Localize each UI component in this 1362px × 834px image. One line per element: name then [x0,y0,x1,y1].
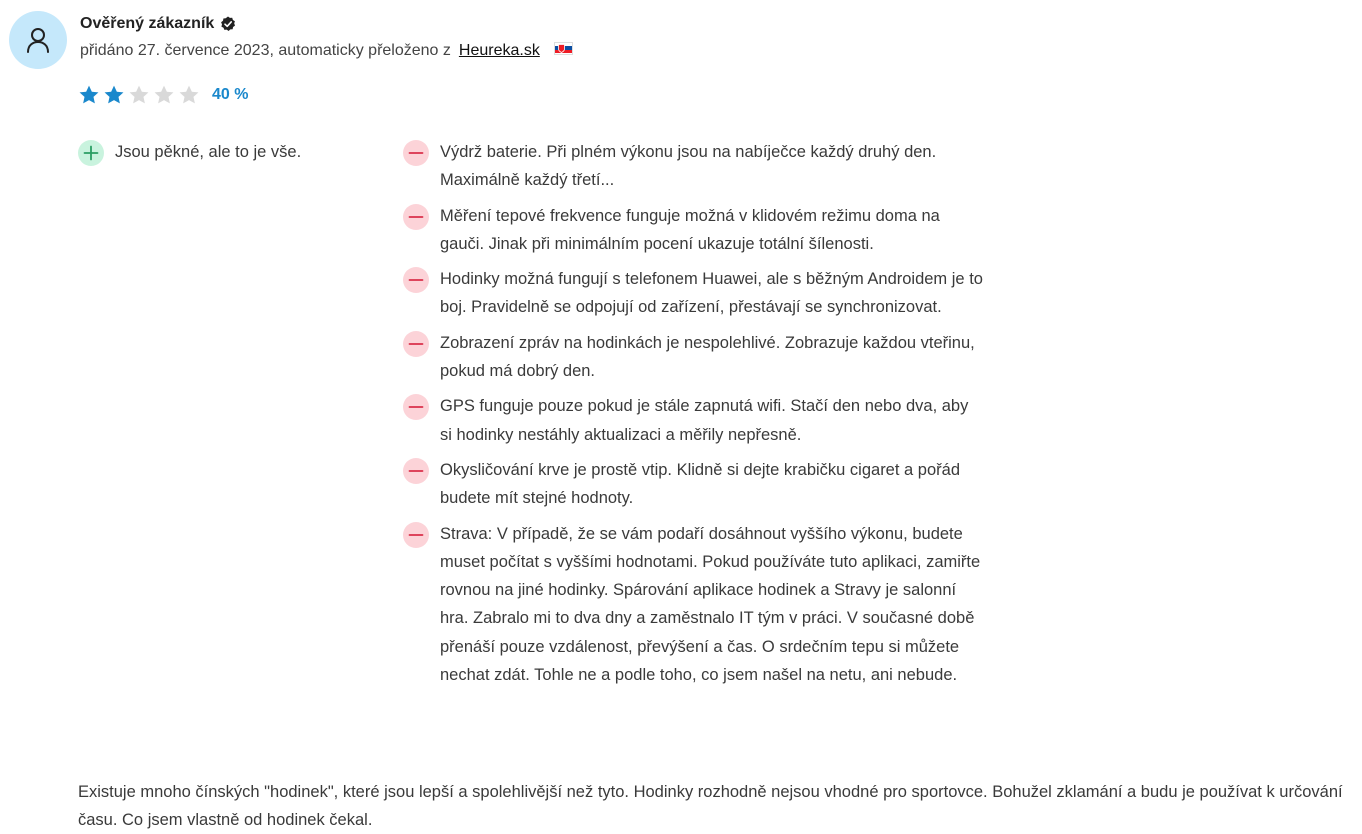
review-date-translation: přidáno 27. července 2023, automaticky přeloženo z [80,42,451,59]
con-item [403,522,983,690]
pros-list [78,140,378,175]
minus-icon [403,394,429,420]
star-filled-icon [103,84,125,106]
user-icon [25,26,51,54]
con-text: GPS funguje pouze pokud je stále zapnutá wifi. Stačí den nebo dva, aby si hodinky nestáhly aktualizaci a měřily nepřesně. [440,397,969,444]
con-text: Hodinky možná fungují s telefonem Huawei, ale s běžným Androidem je to boj. Pravidelně se odpojují od zařízení, přestávají se synchronizovat. [440,270,983,317]
star-filled-icon [78,84,100,106]
star-empty-icon [153,84,175,106]
review-author [80,15,236,33]
stars [78,84,203,106]
star-rating [78,84,248,106]
pro-text: Jsou pěkné, ale to je vše. [115,143,302,161]
minus-icon [403,267,429,293]
cons-list [403,140,983,698]
con-text: Zobrazení zpráv na hodinkách je nespolehlivé. Zobrazuje každou vteřinu, pokud má dobrý den. [440,333,975,381]
verified-check-icon [220,16,236,32]
slovakia-flag-icon [554,42,573,55]
star-empty-icon [178,84,200,106]
author-name: Ověřený zákazník [80,15,215,32]
con-item [403,267,983,322]
pro-item [78,140,378,166]
con-item [403,331,983,386]
con-text: Strava: V případě, že se vám podaří dosáhnout vyššího výkonu, budete muset počítat s vyššími hodnotami. Pokud používáte tuto aplikaci, zamiřte rovnou na jiné hodinky. Spárování aplikace hodinek a Stravy je salonní hra. Zabralo mi to dva dny a zaměstnalo IT tým v práci. V současné době přenáší pouze vzdálenost, převýšení a čas. O srdečním tepu si můžete nechat zdát. Tohle ne a podle toho, co jsem našel na netu, ani nebude. [440,524,981,685]
con-text: Okysličování krve je prostě vtip. Klidně si dejte krabičku cigaret a pořád budete mít stejné hodnoty. [440,460,960,508]
source-link[interactable]: Heureka.sk [458,42,540,59]
con-text: Měření tepové frekvence funguje možná v klidovém režimu doma na gauči. Jinak při minimálním pocení ukazuje totální šílenosti. [440,206,940,253]
con-text: Výdrž baterie. Při plném výkonu jsou na nabíječce každý druhý den. Maximálně každý třetí... [440,143,937,190]
con-item [403,458,983,513]
rating-percent: 40 % [212,86,249,103]
review-meta [80,42,573,60]
avatar [9,11,67,69]
minus-icon [403,331,429,357]
minus-icon [403,522,429,548]
review-summary: Existuje mnoho čínských "hodinek", které jsou lepší a spolehlivější než tyto. Hodinky rozhodně nejsou vhodné pro sportovce. Bohužel zklamání a budu je používat k určování času. Co jsem vlastně od hodinek čekal. [78,783,1343,829]
con-item [403,140,983,195]
minus-icon [403,140,429,166]
star-empty-icon [128,84,150,106]
minus-icon [403,204,429,230]
con-item [403,204,983,259]
minus-icon [403,458,429,484]
con-item [403,394,983,449]
plus-icon [78,140,104,166]
